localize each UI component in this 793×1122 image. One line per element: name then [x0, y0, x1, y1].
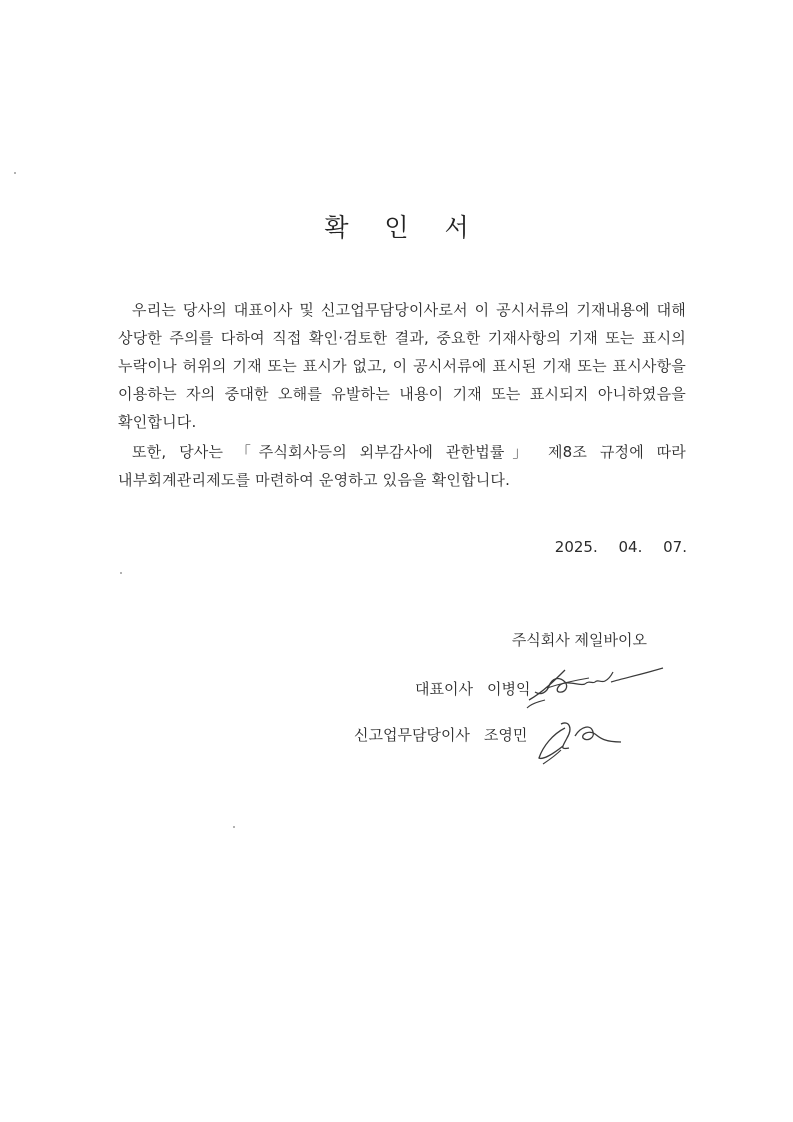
- internal-control-text: 또한, 당사는 「주식회사등의 외부감사에 관한법률」 제8조 규정에 따라 내부회계관리제도를 마련하여 운영하고 있음을 확인합니다.: [118, 443, 686, 489]
- company-name: 주식회사 제일바이오: [511, 631, 647, 649]
- document-date: 2025. 04. 07.: [554, 538, 687, 556]
- scan-speck: [233, 826, 235, 828]
- representative-name: 이병익: [486, 680, 531, 698]
- confirmation-paragraph: [118, 296, 686, 436]
- confirmation-text: 우리는 당사의 대표이사 및 신고업무담당이사로서 이 공시서류의 기재내용에 대해 상당한 주의를 다하여 직접 확인·검토한 결과, 중요한 기재사항의 기재 또는 표시의 누락이나 허위의 기재 또는 표시가 없고, 이 공시서류에 표시된 기재 또는 표시사항을 이용하는 자의 중대한 오해를 유발하는 내용이 기재 또는 표시되지 아니하였음을 확인합니다.: [118, 301, 686, 431]
- officer-name: 조영민: [483, 726, 528, 744]
- officer-title: 신고업무담당이사: [354, 726, 470, 744]
- representative-line: [415, 678, 530, 699]
- scan-speck: [14, 172, 16, 174]
- representative-signature: [525, 662, 670, 712]
- document-title: 확 인 서: [324, 213, 483, 242]
- representative-title: 대표이사: [415, 680, 473, 698]
- officer-line: [354, 724, 527, 745]
- internal-control-paragraph: [118, 438, 686, 494]
- scan-speck: [120, 572, 122, 574]
- officer-signature: [535, 716, 625, 768]
